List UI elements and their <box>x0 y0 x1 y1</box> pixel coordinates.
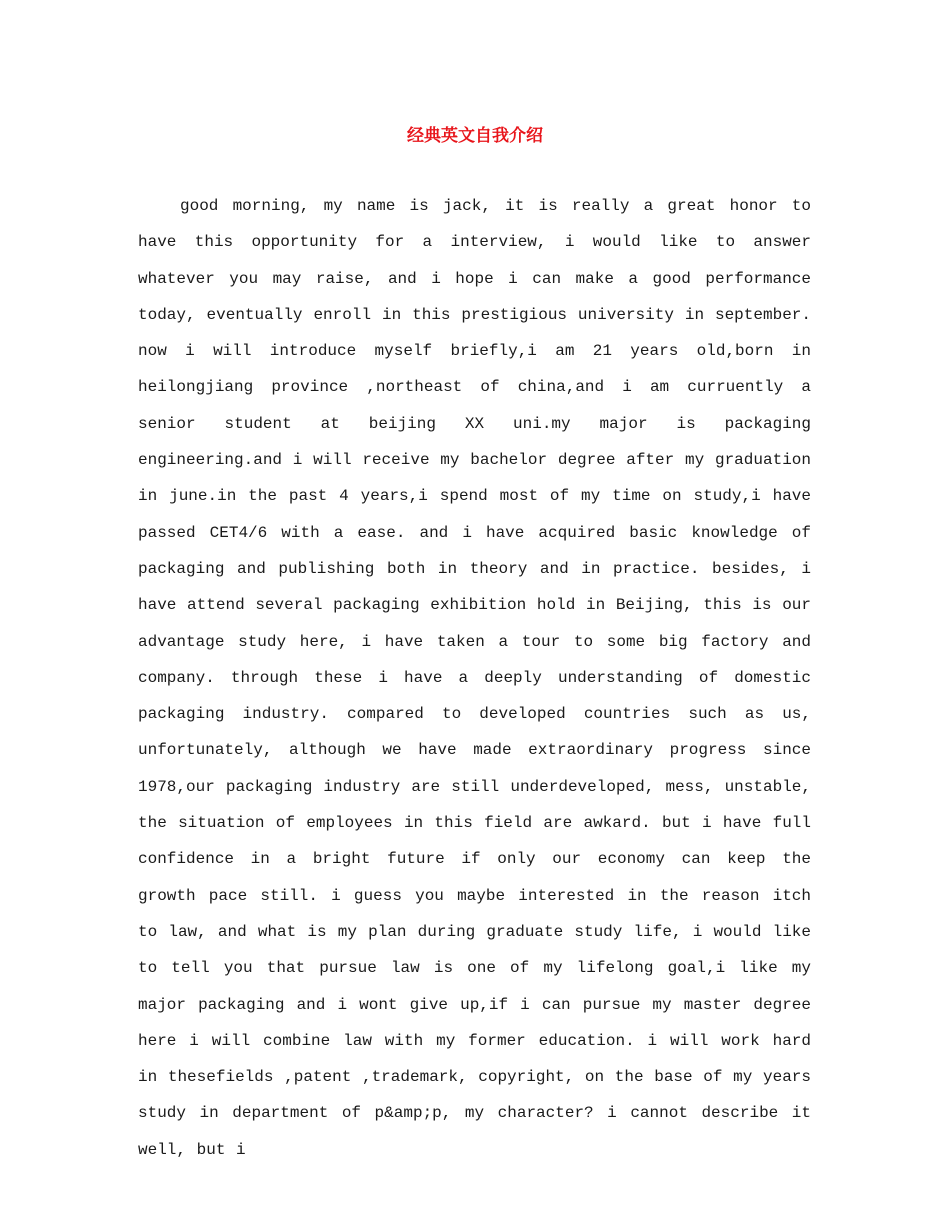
document-title: 经典英文自我介绍 <box>407 126 543 146</box>
body-paragraph: good morning, my name is jack, it is really a great honor to have this opportunity for a interview, i would like to answer whatever you may raise, and i hope i can make a good performance today, eventually enroll in this prestigious university in september. now i will introduce myself briefly,i am 21 years old,born in heilongjiang province ,northeast of china,and i am curruently a senior student at beijing XX uni.my major is packaging engineering.and i will receive my bachelor degree after my graduation in june.in the past 4 years,i spend most of my time on study,i have passed CET4/6 with a ease. and i have acquired basic knowledge of packaging and publishing both in theory and in practice. besides, i have attend several packaging exhibition hold in Beijing, this is our advantage study here, i have taken a tour to some big factory and company. through these i have a deeply understanding of domestic packaging industry. compared to developed countries such as us, unfortunately, although we have made extraordinary progress since 1978,our packaging industry are still underdeveloped, mess, unstable, the situation of employees in this field are awkard. but i have full confidence in a bright future if only our economy can keep the growth pace still. i guess you maybe interested in the reason itch to law, and what is my plan during graduate study life, i would like to tell you that pursue law is one of my lifelong goal,i like my major packaging and i wont give up,if i can pursue my master degree here i will combine law with my former education. i will work hard in thesefields ,patent ,trademark, copyright, on the base of my years study in department of p&amp;p, my character? i cannot describe it well, but i <box>138 197 811 1159</box>
